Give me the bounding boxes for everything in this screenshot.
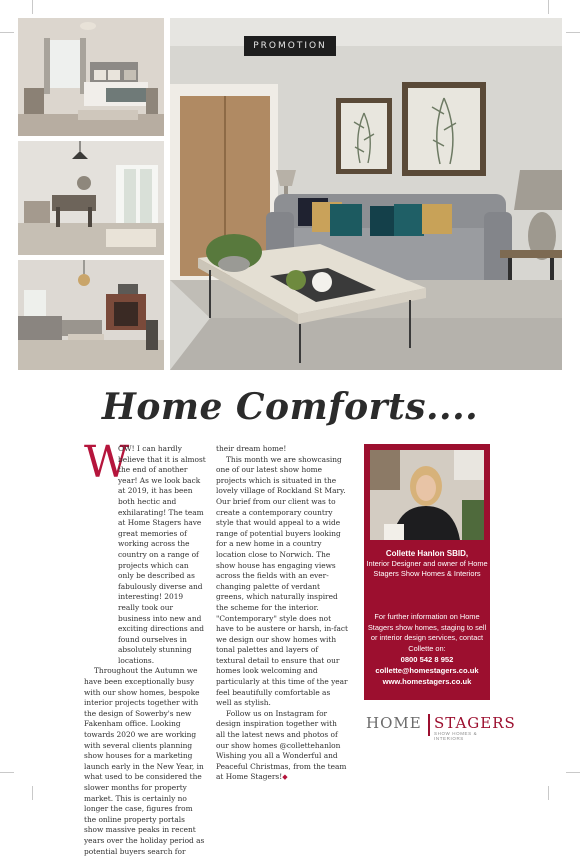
article-paragraph: This month we are showcasing one of our latest show home projects which is situated in the lovely village of Rockland St Mary. Our brief from our client was to create a contemporary country style that would appeal to a wide range of potential buyers looking for a new home in a country location close to Norwich. The show house has engaging views across the fields with an ever-changing palette of verdant greens, which naturally inspired the scheme for the interior. "Contemporary" style does not have to be austere or harsh, in-fact we design our show homes with tonal palettes and layers of textural detail to ensure that our homes look welcoming and particularly at this time of the year feel beautifully comfortable as well as stylish. [216,454,348,708]
contact-info-text: For further information on Home Stagers show homes, staging to sell or interior design services, contact Collette on: [367,612,487,653]
crop-mark [548,786,549,800]
article-paragraph [216,709,348,783]
crop-mark [0,772,14,773]
phone-number[interactable]: 0800 542 8 952 [400,655,454,664]
hero-lounge-photo [170,18,562,370]
promotion-badge: PROMOTION [244,36,336,56]
crop-mark [566,32,580,33]
logo-tagline: SHOW HOMES & INTERIORS [434,731,478,741]
logo-divider [428,714,430,736]
dining-room-photo [18,141,164,255]
drop-cap: W [84,437,130,488]
designer-portrait-photo [370,450,484,540]
logo-home-text: HOME [366,714,422,732]
designer-name-text: Collette Hanlon SBID, [385,549,469,558]
article-closing-text: Follow us on Instagram for design inspiration together with all the latest news and photos of our show homes @collettehanlon Wishing you all a Wonderful and Peaceful Christmas, from the team at Home Stagers! [216,708,347,782]
page-title: Home Comforts.... [101,386,479,428]
crop-mark [566,772,580,773]
crop-mark [0,32,14,33]
living-room-photo [18,260,164,370]
home-stagers-logo [366,714,516,742]
designer-role: Interior Designer and owner of Home Stagers Show Homes & Interiors [366,559,488,578]
logo-stagers-text: STAGERS [434,714,516,732]
article-column-1 [84,437,206,857]
article-paragraph: OW! I can hardly believe that it is almost the end of another year! As we look back at 2019, it has been both hectic and exhilarating! The team at Home Stagers have great memories of working across the country on a range of projects which can only be described as fabulously diverse and interesting! 2019 really took our business into new and exciting directions and found ourselves in absolutely stunning locations. [118,444,206,665]
bedroom-photo [18,18,164,136]
article-column-2 [216,444,348,783]
email-link[interactable]: collette@homestagers.co.uk [375,666,479,675]
end-mark-icon: ◆ [282,773,288,782]
crop-mark [548,0,549,14]
article-paragraph: their dream home! [216,444,287,453]
crop-mark [32,0,33,14]
article-paragraph: Throughout the Autumn we have been exceptionally busy with our show homes, bespoke interior projects together with the design of Sowerby's new Fakenham office. Looking towards 2020 we are working with several clients planning show houses for a marketing launch early in the New Year, in what used to be considered the slower months for property market. This is certainly no longer the case, figures from the online property portals show massive peaks in recent years over the holiday period as potential buyers search for [84,666,205,856]
website-link[interactable]: www.homestagers.co.uk [382,677,472,686]
crop-mark [32,786,33,800]
designer-name [364,549,490,559]
